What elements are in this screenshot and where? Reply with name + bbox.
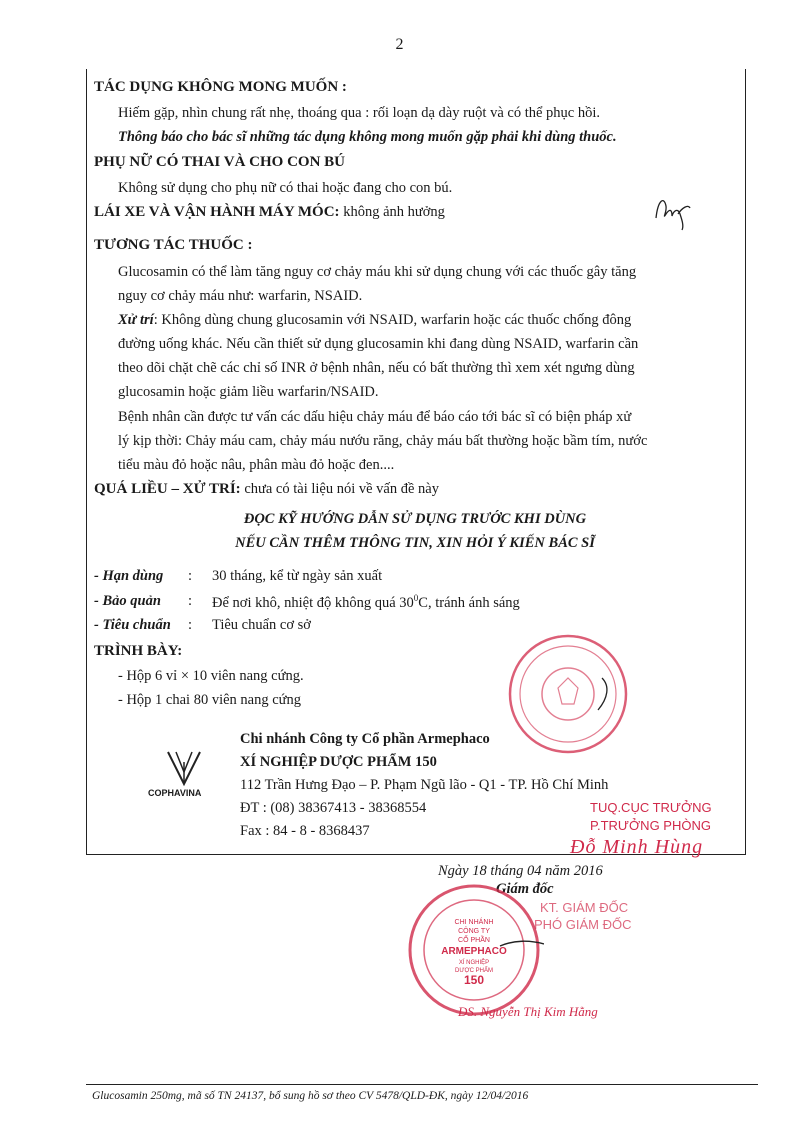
interactions-p2-line2: đường uống khác. Nếu cần thiết sử dụng glucosamin khi đang dùng NSAID, warfarin cần	[118, 336, 639, 352]
pregnancy-text: Không sử dụng cho phụ nữ có thai hoặc đang cho con bú.	[118, 180, 453, 196]
svg-text:ARMEPHACO: ARMEPHACO	[441, 946, 507, 957]
storage-value-text: Để nơi khô, nhiệt độ không quá 30	[212, 594, 414, 611]
interactions-p3-line1: Bệnh nhân cần được tư vấn các dấu hiệu chảy máu để báo cáo tới bác sĩ có biện pháp xử	[118, 409, 632, 425]
page-number: 2	[395, 36, 404, 53]
treatment-label: Xử trí	[118, 312, 154, 328]
svg-text:XÍ NGHIỆP: XÍ NGHIỆP	[458, 960, 490, 966]
pregnancy-heading: PHỤ NỮ CÓ THAI VÀ CHO CON BÚ	[94, 154, 345, 170]
standard-value: Tiêu chuẩn cơ sở	[212, 617, 311, 633]
overdose-text: chưa có tài liệu nói về vấn đề này	[240, 481, 439, 497]
ministry-seal	[506, 632, 630, 756]
company-address: 112 Trần Hưng Đạo – P. Phạm Ngũ lão - Q1 - TP. Hồ Chí Minh	[240, 777, 609, 793]
warning-line-2: NẾU CẦN THÊM THÔNG TIN, XIN HỎI Ý KIẾN BÁC SĨ	[235, 535, 595, 551]
interactions-p2-line4: glucosamin hoặc giảm liều warfarin/NSAID.	[118, 384, 379, 400]
authority-title-1: TUQ.CỤC TRƯỞNG	[590, 800, 712, 815]
authority-title-2: P.TRƯỞNG PHÒNG	[590, 818, 711, 833]
expiry-value: 30 tháng, kể từ ngày sản xuất	[212, 568, 383, 584]
svg-text:150: 150	[463, 973, 485, 987]
storage-value-text-2: C, tránh ánh sáng	[418, 594, 520, 611]
storage-colon: :	[188, 593, 193, 609]
interactions-p2-line3: theo dõi chặt chẽ các chỉ số INR ở bệnh nhân, nếu có bất thường thì xem xét ngưng dùng	[118, 360, 635, 376]
warning-line-1: ĐỌC KỸ HƯỚNG DẪN SỬ DỤNG TRƯỚC KHI DÙNG	[243, 511, 587, 527]
side-effects-notice: Thông báo cho bác sĩ những tác dụng không mong muốn gặp phải khi dùng thuốc.	[118, 129, 617, 145]
presentation-item-1: - Hộp 6 vỉ × 10 viên nang cứng.	[118, 668, 304, 684]
storage-degree: 0	[413, 593, 419, 603]
svg-text:CỔ PHẦN: CỔ PHẦN	[458, 937, 490, 944]
footer-text: Glucosamin 250mg, mã số TN 24137, bổ sung hồ sơ theo CV 5478/QLD-ĐK, ngày 12/04/2016	[92, 1090, 529, 1102]
interactions-p2-line1	[118, 311, 631, 329]
expiry-label: - Hạn dùng	[94, 568, 164, 584]
treatment-text: : Không dùng chung glucosamin với NSAID, warfarin hoặc các thuốc chống đông	[153, 312, 632, 328]
driving-line	[94, 203, 445, 221]
cophavina-logo-text: COPHAVINA	[148, 788, 202, 798]
svg-text:CÔNG TY: CÔNG TY	[458, 928, 490, 935]
expiry-colon: :	[188, 568, 193, 584]
signature-signer: DS. Nguyễn Thị Kim Hằng	[458, 1004, 598, 1019]
svg-text:CHI NHÁNH: CHI NHÁNH	[454, 919, 494, 926]
footer-rule	[86, 1084, 758, 1085]
signature-kt: KT. GIÁM ĐỐC	[540, 900, 629, 915]
company-factory: XÍ NGHIỆP DƯỢC PHẨM 150	[240, 754, 437, 770]
standard-label: - Tiêu chuẩn	[94, 617, 171, 633]
signature-role: Giám đốc	[496, 881, 554, 897]
signature-date: Ngày 18 tháng 04 năm 2016	[438, 863, 603, 879]
authority-signer-name: Đỗ Minh Hùng	[570, 836, 704, 858]
interactions-p3-line2: lý kịp thời: Chảy máu cam, chảy máu nướu răng, chảy máu bất thường hoặc bầm tím, nước	[118, 433, 648, 449]
overdose-heading: QUÁ LIỀU – XỬ TRÍ:	[94, 481, 241, 497]
presentation-heading: TRÌNH BÀY:	[94, 643, 183, 659]
standard-colon: :	[188, 617, 193, 633]
initials-mark	[648, 190, 698, 234]
cophavina-logo-icon	[164, 748, 204, 788]
driving-text: không ảnh hưởng	[339, 204, 445, 220]
driving-heading: LÁI XE VÀ VẬN HÀNH MÁY MÓC:	[94, 204, 340, 220]
company-fax: Fax : 84 - 8 - 8368437	[240, 823, 370, 839]
interactions-p1-line2: nguy cơ chảy máu như: warfarin, NSAID.	[118, 288, 363, 304]
interactions-p3-line3: tiểu màu đỏ hoặc nâu, phân màu đỏ hoặc đen....	[118, 457, 395, 473]
company-branch: Chi nhánh Công ty Cổ phần Armephaco	[240, 731, 490, 747]
overdose-line	[94, 480, 439, 498]
company-seal	[404, 880, 544, 1020]
company-phone: ĐT : (08) 38367413 - 38368554	[240, 800, 427, 816]
storage-value	[212, 593, 520, 612]
interactions-heading: TƯƠNG TÁC THUỐC :	[94, 237, 253, 253]
svg-text:DƯỢC PHẨM: DƯỢC PHẨM	[455, 968, 493, 974]
storage-label: - Bảo quản	[94, 593, 161, 609]
interactions-p1-line1: Glucosamin có thể làm tăng nguy cơ chảy máu khi sử dụng chung với các thuốc gây tăng	[118, 264, 637, 280]
side-effects-text: Hiếm gặp, nhìn chung rất nhẹ, thoáng qua : rối loạn dạ dày ruột và có thể phục hồi.	[118, 105, 600, 121]
presentation-item-2: - Hộp 1 chai 80 viên nang cứng	[118, 692, 302, 708]
side-effects-heading: TÁC DỤNG KHÔNG MONG MUỐN :	[94, 79, 347, 95]
signature-deputy: PHÓ GIÁM ĐỐC	[534, 917, 632, 932]
